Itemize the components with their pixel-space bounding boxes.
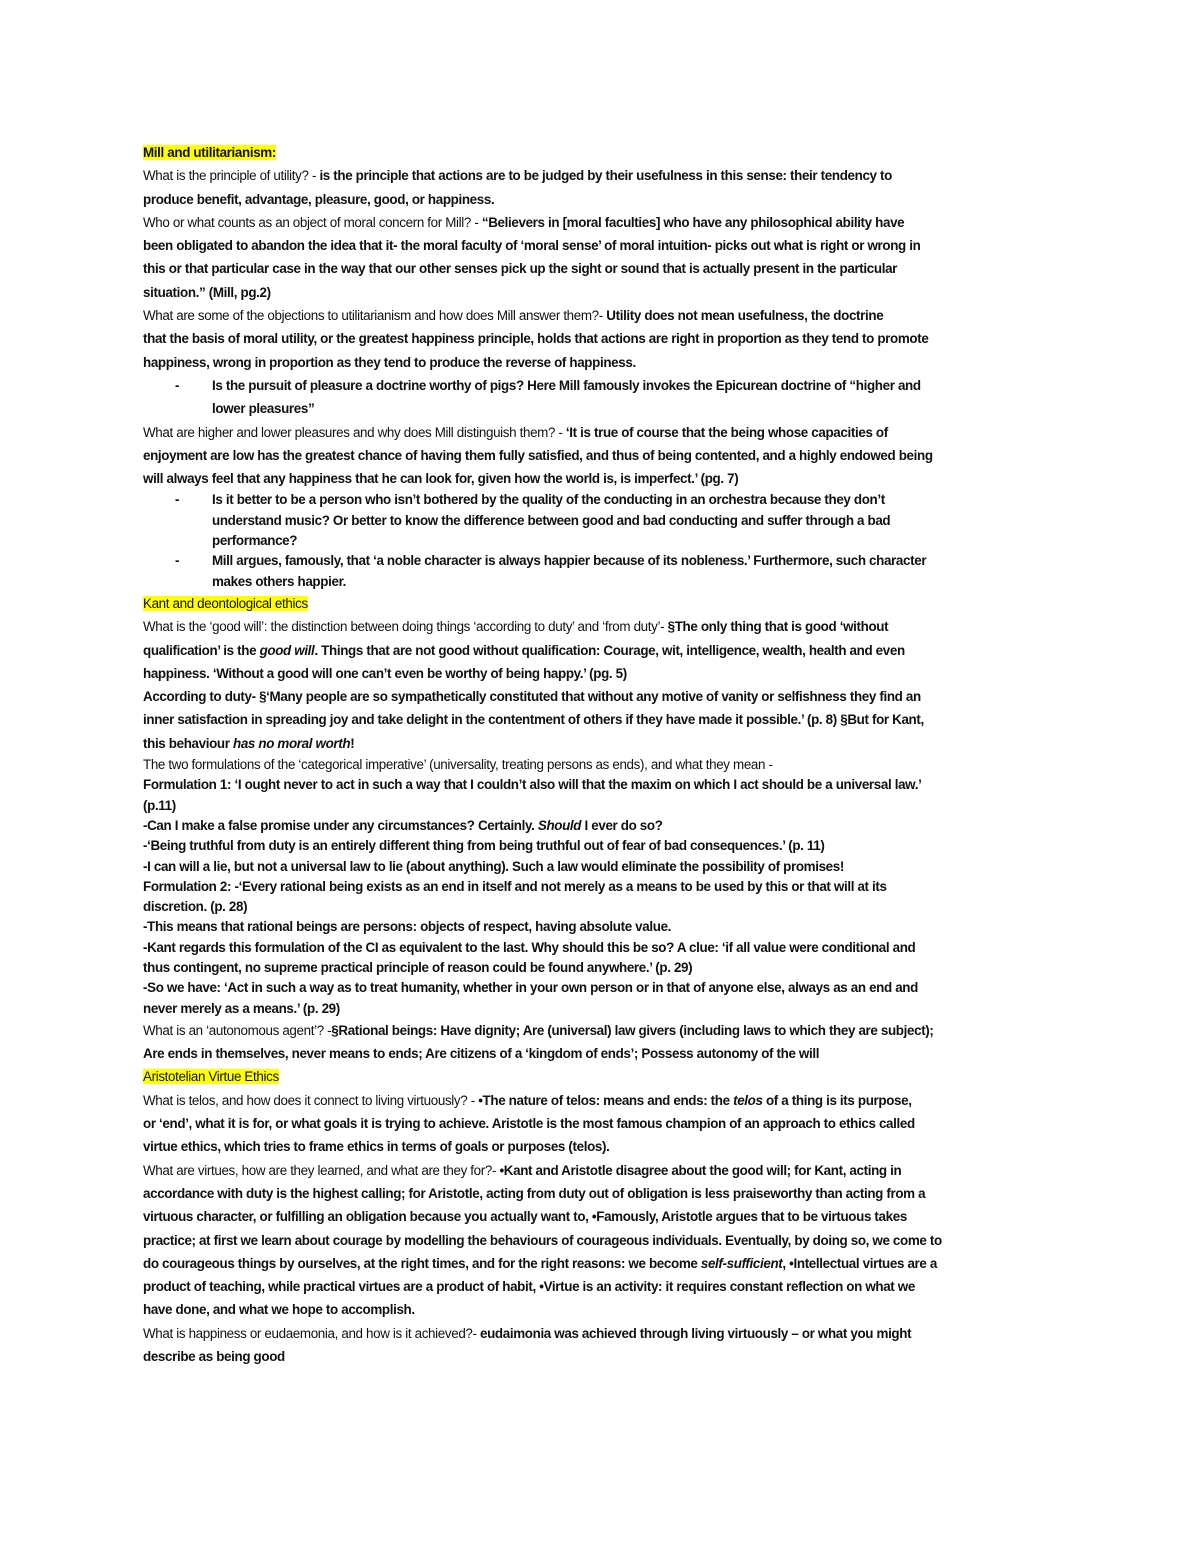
kant-q1-line2: qualification’ is the good will. Things that are not good without qualification: Courage, wit, intelligence, wealth, health and even [143,642,905,658]
dash-bullet: - [175,377,180,393]
mill-q4-line3: will always feel that any happiness that he can look for, given how the world is, is imperfect.’ (pg. 7) [143,471,739,487]
kant-f2-line6: -So we have: ‘Act in such a way as to treat humanity, whether in your own person or in that of anyone else, always as an end and [143,980,918,996]
kant-f1-line1: Formulation 1: ‘I ought never to act in such a way that I couldn’t also will that the maxim on which I act should be a universal law.’ [143,777,922,793]
dash-bullet: - [175,553,180,569]
mill-q1-line2: produce benefit, advantage, pleasure, good, or happiness. [143,191,495,207]
aristotle-telos-line3: virtue ethics, which tries to frame ethics in terms of goals or purposes (telos). [143,1139,610,1155]
mill-q2-line1: Who or what counts as an object of moral concern for Mill? - “Believers in [moral faculties] who have any philosophical ability have [143,214,905,230]
mill-q1-line1: What is the principle of utility? - is the principle that actions are to be judged by their usefulness in this sense: their tendency to [143,168,892,184]
bullet-2-line1: - Is it better to be a person who isn’t bothered by the quality of the conducting in an orchestra because they don’t [143,490,1063,510]
aristotle-telos-line2: or ‘end’, what it is for, or what goals it is trying to achieve. Aristotle is the most famous champion of an approach to ethics called [143,1116,915,1132]
mill-q3-line3: happiness, wrong in proportion as they tend to produce the reverse of happiness. [143,354,636,370]
mill-q2-line4: situation.” (Mill, pg.2) [143,284,271,300]
bullet-1-line2: lower pleasures” [212,401,315,417]
mill-q4-line1: What are higher and lower pleasures and why does Mill distinguish them? - ‘It is true of course that the being whose capacities of [143,424,888,440]
kant-f2-line7: never merely as a means.’ (p. 29) [143,1000,340,1016]
bullet-2-line3: performance? [212,533,298,549]
section-heading-kant: Kant and deontological ethics [143,595,308,611]
aristotle-virtues-line3: virtuous character, or fulfilling an obligation because you actually want to, •Famously, Aristotle argues that to be virtuous takes [143,1209,907,1225]
kant-duty-line3: this behaviour has no moral worth! [143,735,355,751]
kant-q1-line1: What is the ‘good will’: the distinction between doing things ‘according to duty’ and ‘from duty’- §The only thing that is good ‘without [143,619,889,635]
mill-q2-line2: been obligated to abandon the idea that it- the moral faculty of ‘moral sense’ of moral intuition- picks out what is right or wrong in [143,238,921,254]
kant-f1-line4: -‘Being truthful from duty is an entirely different thing from being truthful out of fear of bad consequences.’ (p. 11) [143,838,825,854]
aristotle-virtues-line7: have done, and what we hope to accomplish. [143,1302,415,1318]
aristotle-virtues-line6: product of teaching, while practical virtues are a product of habit, •Virtue is an activity: it requires constant reflection on what we [143,1279,915,1295]
kant-auto-line2: Are ends in themselves, never means to ends; Are citizens of a ‘kingdom of ends’; Possess autonomy of the will [143,1046,820,1062]
kant-f2-line5: thus contingent, no supreme practical principle of reason could be found anywhere.’ (p. 29) [143,959,693,975]
aristotle-virtues-line1: What are virtues, how are they learned, and what are they for?- •Kant and Aristotle disagree about the good will; for Kant, acting in [143,1162,902,1178]
aristotle-happiness-line1: What is happiness or eudaemonia, and how is it achieved?- eudaimonia was achieved through living virtuously – or what you might [143,1325,912,1341]
bullet-3-line2: makes others happier. [212,573,347,589]
bullet-1-line1: - Is the pursuit of pleasure a doctrine worthy of pigs? Here Mill famously invokes the Epicurean doctrine of “higher and [143,374,1063,397]
aristotle-happiness-line2: describe as being good [143,1349,285,1365]
kant-f1-line5: -I can will a lie, but not a universal law to lie (about anything). Such a law would eliminate the possibility of promises! [143,858,844,874]
kant-two-formulations: The two formulations of the ‘categorical imperative’ (universality, treating persons as ends), and what they mean - [143,757,773,773]
aristotle-virtues-line4: practice; at first we learn about courage by modelling the behaviours of courageous individuals. Eventually, by doing so, we come to [143,1232,942,1248]
mill-q3-line1: What are some of the objections to utilitarianism and how does Mill answer them?- Utility does not mean usefulness, the doctrine [143,308,884,324]
kant-f2-line4: -Kant regards this formulation of the CI as equivalent to the last. Why should this be so? A clue: ‘if all value were conditional and [143,939,916,955]
kant-f2-line3: -This means that rational beings are persons: objects of respect, having absolute value. [143,919,672,935]
aristotle-virtues-line5: do courageous things by ourselves, at the right times, and for the right reasons: we become self-sufficient, •Intellectual virtues are a [143,1255,937,1271]
bullet-3-line1: - Mill argues, famously, that ‘a noble character is always happier because of its nobleness.’ Furthermore, such character [143,551,1063,571]
bullet-2-line2: understand music? Or better to know the difference between good and bad conducting and suffer through a bad [212,512,891,528]
kant-f2-line1: Formulation 2: -‘Every rational being exists as an end in itself and not merely as a means to be used by this or that will at its [143,878,887,894]
kant-duty-line1: According to duty- §‘Many people are so sympathetically constituted that without any motive of vanity or selfishness they find an [143,689,921,705]
section-heading-mill: Mill and utilitarianism: [143,145,276,160]
mill-q4-line2: enjoyment are low has the greatest chance of having them fully satisfied, and thus of being contented, and a highly endowed being [143,447,933,463]
aristotle-virtues-line2: accordance with duty is the highest calling; for Aristotle, acting from duty out of obligation is less praiseworthy than acting from a [143,1185,926,1201]
mill-q3-line2: that the basis of moral utility, or the greatest happiness principle, holds that actions are right in proportion as they tend to promote [143,331,929,347]
kant-f2-line2: discretion. (p. 28) [143,899,248,915]
notes-content [143,141,1063,1368]
kant-f1-line2: (p.11) [143,797,176,813]
kant-duty-line2: inner satisfaction in spreading joy and take delight in the contentment of others if they have made it possible.’ (p. 8) §But for Kant, [143,712,924,728]
mill-q2-line3: this or that particular case in the way that our other senses pick up the sight or sound that is actually present in the particular [143,261,898,277]
kant-auto-line1: What is an ‘autonomous agent’? -§Rational beings: Have dignity; Are (universal) law givers (including laws to which they are subject); [143,1022,934,1038]
kant-q1-line3: happiness. ‘Without a good will one can’t even be worthy of being happy.’ (pg. 5) [143,665,627,681]
aristotle-telos-line1: What is telos, and how does it connect to living virtuously? - •The nature of telos: means and ends: the telos of a thing is its purpose, [143,1092,912,1108]
kant-f1-line3: -Can I make a false promise under any circumstances? Certainly. Should I ever do so? [143,817,663,833]
dash-bullet: - [175,492,180,508]
section-heading-aristotle: Aristotelian Virtue Ethics [143,1069,279,1085]
